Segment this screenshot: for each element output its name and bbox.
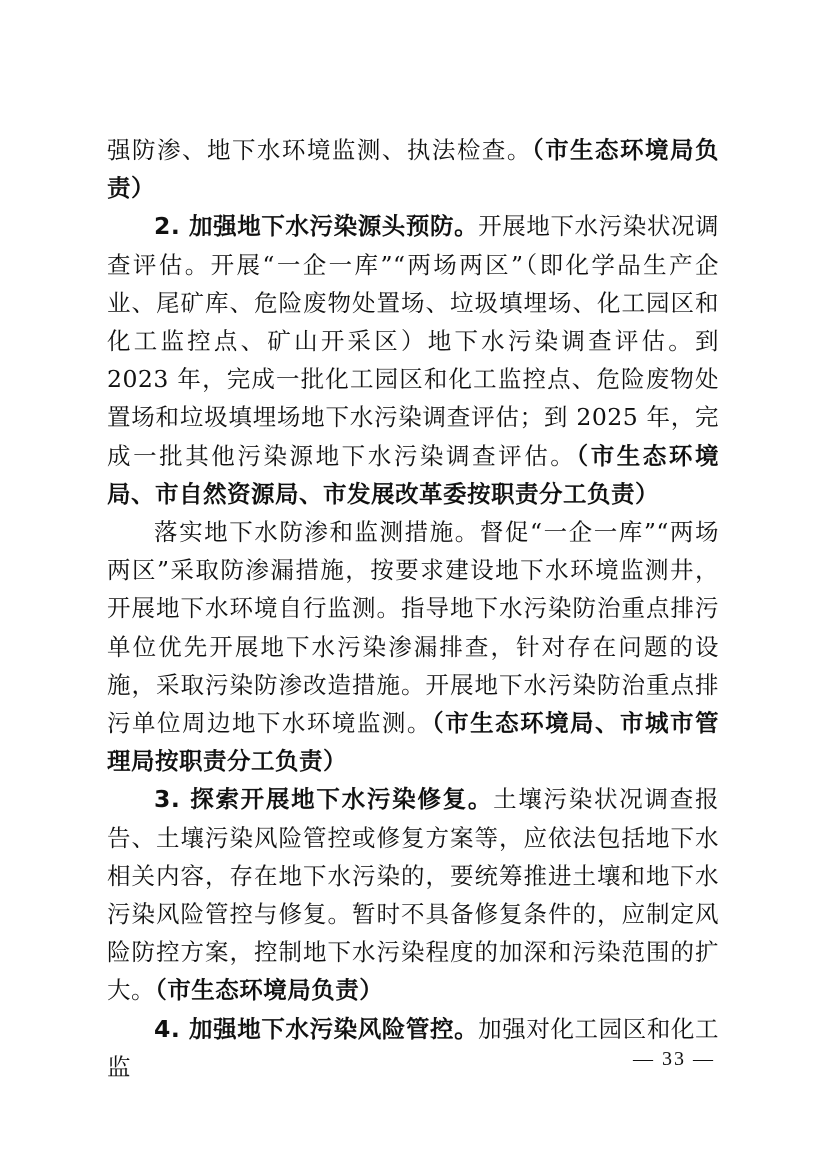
paragraph-2-text: 开展地下水污染状况调查评估。开展“一企一库”“两场两区”（即化学品生产企业、尾矿库、危险废物处置场、垃圾填埋场、化工园区和化工监控点、矿山开采区）地下水污染调查评估。到 2023 年，完成一批化工园区和化工监控点、危险废物处置场和垃圾填埋场地下水污染调查评估；到 2025 年，完成一批其他污染源地下水污染调查评估。 — [107, 212, 720, 470]
paragraph-3 — [107, 513, 719, 780]
section-2-heading: 2. 加强地下水污染源头预防。 — [154, 212, 479, 241]
paragraph-2 — [107, 207, 719, 513]
paragraph-3-responsibility: （市生态环境局、市城市管理局按职责分工负责） — [107, 709, 720, 776]
paragraph-4-text: 土壤污染状况调查报告、土壤污染风险管控或修复方案等，应依法包括地下水相关内容，存在地下水污染的，要统筹推进土壤和地下水污染风险管控与修复。暂时不具备修复条件的，应制定风险防控方案，控制地下水污染程度的加深和污染范围的扩大。 — [107, 785, 719, 1005]
paragraph-4 — [107, 780, 719, 1009]
paragraph-3-text: 落实地下水防渗和监测措施。督促“一企一库”“两场两区”采取防渗漏措施，按要求建设地下水环境监测井，开展地下水环境自行监测。指导地下水污染防治重点排污单位优先开展地下水污染渗漏排查，针对存在问题的设施，采取污染防渗改造措施。开展地下水污染防治重点排污单位周边地下水环境监测。 — [107, 518, 719, 738]
paragraph-4-responsibility: （市生态环境局负责） — [155, 976, 384, 1005]
paragraph-1-text: 强防渗、地下水环境监测、执法检查。 — [107, 136, 532, 164]
section-3-heading: 3. 探索开展地下水污染修复。 — [154, 785, 494, 814]
page-number: — 33 — — [633, 1048, 715, 1070]
section-4-heading: 4. 加强地下水污染风险管控。 — [154, 1014, 479, 1043]
paragraph-5-text: 加强对化工园区和化工监 — [107, 1014, 720, 1081]
document-body — [107, 131, 719, 1086]
paragraph-2-responsibility: （市生态环境局、市自然资源局、市发展改革委按职责分工负责） — [107, 441, 720, 508]
paragraph-1-responsibility: （市生态环境局负责） — [107, 136, 720, 203]
paragraph-1 — [107, 131, 719, 207]
